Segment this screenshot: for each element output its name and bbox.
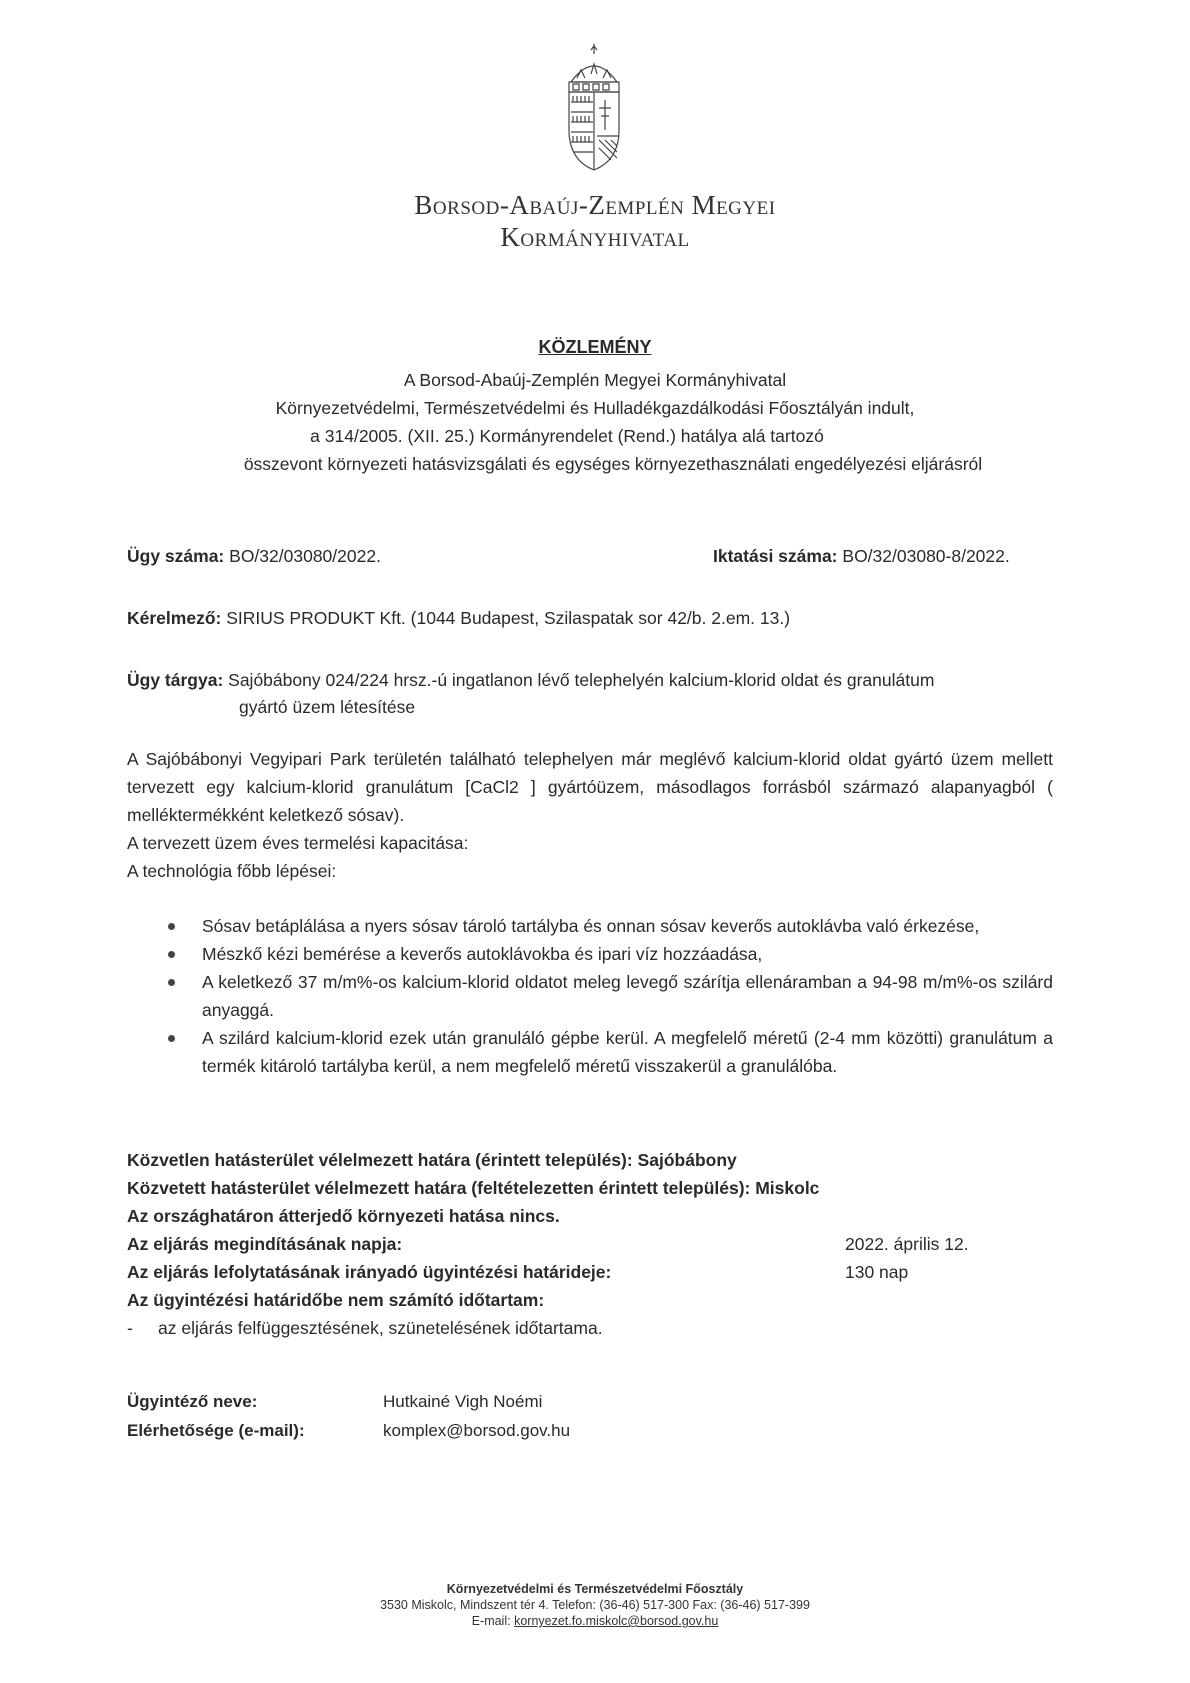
footer-email-link[interactable]: kornyezet.fo.miskolc@borsod.gov.hu <box>514 1614 719 1628</box>
officer-label: Ügyintéző neve: <box>127 1392 258 1411</box>
description-paragraph: A Sajóbábonyi Vegyipari Park területén található telephelyen már meglévő kalcium-klorid oldat gyártó üzem mellett tervezett egy kalcium-klorid granulátum [CaCl2 ] gyártóüzem, másodlagos forrásból származó alapanyagból ( melléktermékként keletkező sósav). <box>127 749 1053 825</box>
contact-email[interactable]: komplex@borsod.gov.hu <box>383 1421 571 1440</box>
excluded-period-item: az eljárás felfüggesztésének, szünetelésének időtartama. <box>158 1318 603 1338</box>
email-label: Elérhetősége (e-mail): <box>127 1421 305 1440</box>
start-date-label: Az eljárás megindításának napja: <box>127 1234 403 1254</box>
applicant-value: SIRIUS PRODUKT Kft. (1044 Budapest, Szilaspatak sor 42/b. 2.em. 13.) <box>226 608 791 628</box>
case-number <box>127 546 381 567</box>
filing-number-value: BO/32/03080-8/2022. <box>842 546 1010 566</box>
capacity-line: A tervezett üzem éves termelési kapacitása: <box>127 833 469 853</box>
direct-impact-area: Közvetlen hatásterület vélelmezett határa (érintett település): Sajóbábony <box>127 1150 737 1170</box>
indirect-impact-area: Közvetett hatásterület vélelmezett határa (feltételezetten érintett település): Miskolc <box>127 1178 820 1198</box>
technology-steps-list <box>168 912 1053 1080</box>
filing-number-label: Iktatási száma: <box>713 546 838 566</box>
filing-number <box>713 546 1010 567</box>
footer <box>0 1581 1190 1629</box>
list-item: Mészkő kézi bemérése a keverős autoklávokba és ipari víz hozzáadása, <box>168 940 1053 968</box>
subject-value-line2: gyártó üzem létesítése <box>239 697 416 717</box>
footer-department: Környezetvédelmi és Természetvédelmi Főosztály <box>446 1582 744 1596</box>
deadline-value: 130 nap <box>845 1262 909 1282</box>
deadline-label: Az eljárás lefolytatásának irányadó ügyintézési határideje: <box>127 1262 612 1282</box>
bullet-icon <box>168 1035 175 1042</box>
organization-name-line2: Kormányhivatal <box>500 222 690 252</box>
footer-address: 3530 Miskolc, Mindszent tér 4. Telefon: (36-46) 517-300 Fax: (36-46) 517-399 <box>380 1598 810 1612</box>
coat-of-arms-icon <box>555 44 633 172</box>
bullet-icon <box>168 979 175 986</box>
case-number-label: Ügy száma: <box>127 546 225 566</box>
notice-title: KÖZLEMÉNY <box>538 337 652 357</box>
transboundary-impact: Az országhatáron átterjedő környezeti hatása nincs. <box>127 1206 560 1226</box>
applicant <box>127 608 790 629</box>
bullet-icon <box>168 923 175 930</box>
case-number-value: BO/32/03080/2022. <box>229 546 381 566</box>
notice-subtitle-line: Környezetvédelmi, Természetvédelmi és Hulladékgazdálkodási Főosztályán indult, <box>275 398 915 418</box>
list-item: A szilárd kalcium-klorid ezek után granuláló gépbe kerül. A megfelelő méretű (2-4 mm közötti) granulátum a termék kitároló tartályba kerül, a nem megfelelő méretű visszakerül a granulálóba. <box>168 1024 1053 1080</box>
notice-subtitle-line: összevont környezeti hatásvizsgálati és egységes környezethasználati engedélyezési eljárásról <box>243 454 983 474</box>
applicant-label: Kérelmező: <box>127 608 222 628</box>
start-date-value: 2022. április 12. <box>845 1234 969 1254</box>
subject-value-line1: Sajóbábony 024/224 hrsz.-ú ingatlanon lévő telephelyén kalcium-klorid oldat és granulátum <box>228 670 935 690</box>
list-item: A keletkező 37 m/m%-os kalcium-klorid oldatot meleg levegő szárítja ellenáramban a 94-98 m/m%-os szilárd anyaggá. <box>168 968 1053 1024</box>
organization-name-line1: Borsod-Abaúj-Zemplén Megyei <box>414 190 776 220</box>
notice-subtitle-line: A Borsod-Abaúj-Zemplén Megyei Kormányhivatal <box>403 370 787 390</box>
footer-email-line <box>0 1613 1190 1629</box>
subject-label: Ügy tárgya: <box>127 670 224 690</box>
steps-intro: A technológia főbb lépései: <box>127 861 337 881</box>
notice-subtitle-line: a 314/2005. (XII. 25.) Kormányrendelet (Rend.) hatálya alá tartozó <box>310 426 824 446</box>
bullet-icon <box>168 951 175 958</box>
excluded-period-dash: - <box>127 1318 133 1338</box>
case-subject <box>127 670 934 691</box>
officer-name: Hutkainé Vigh Noémi <box>383 1392 543 1411</box>
footer-email-label: E-mail: <box>471 1614 511 1628</box>
excluded-period-label: Az ügyintézési határidőbe nem számító időtartam: <box>127 1290 545 1310</box>
list-item: Sósav betáplálása a nyers sósav tároló tartályba és onnan sósav keverős autoklávba való érkezése, <box>168 912 1053 940</box>
